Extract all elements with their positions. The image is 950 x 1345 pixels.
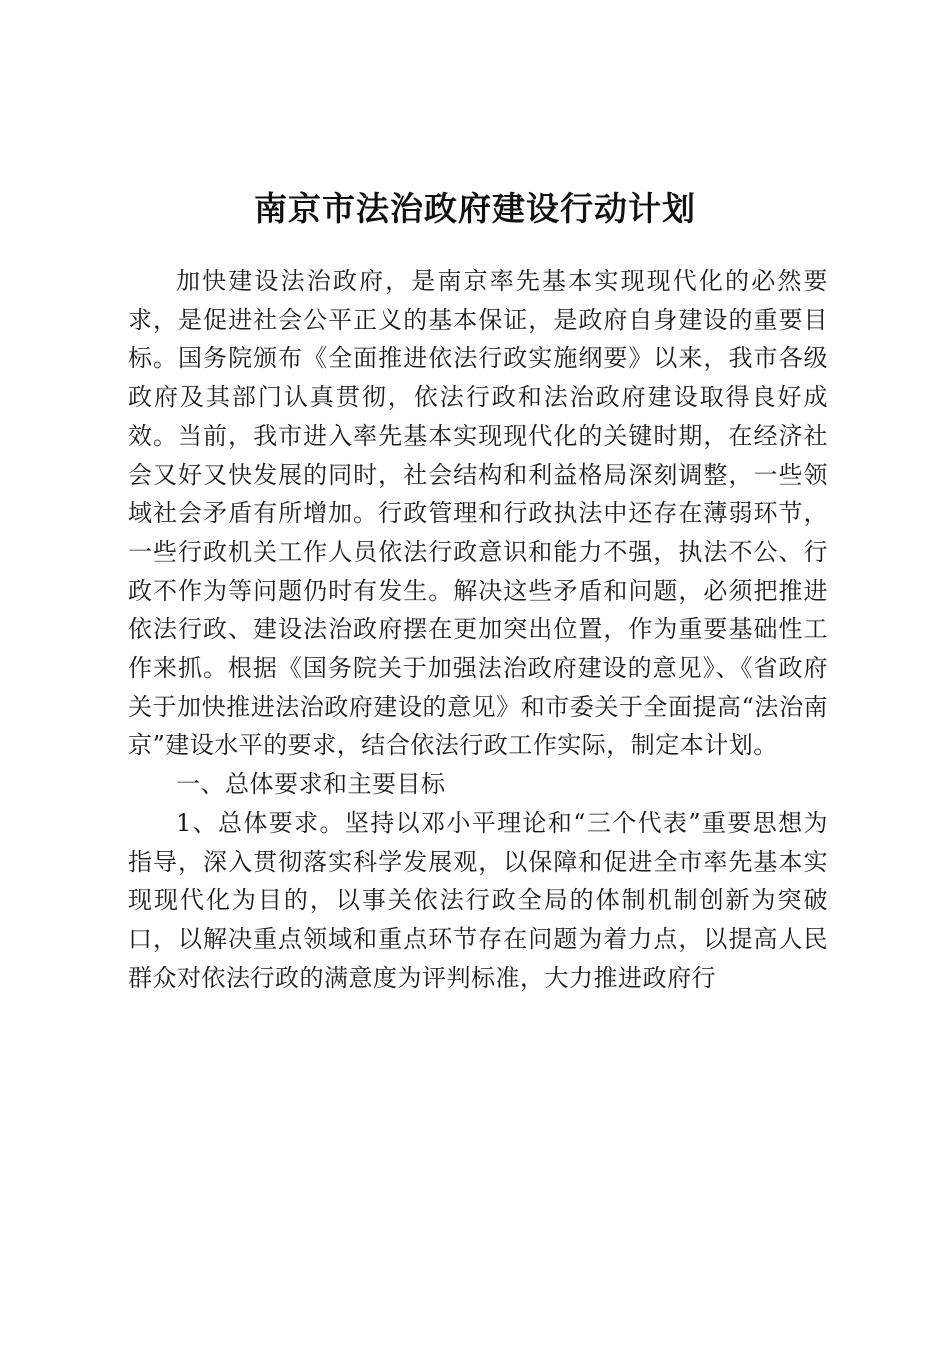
section-heading: 一、总体要求和主要目标 xyxy=(176,770,446,799)
paragraph-general-requirements: 1、总体要求。坚持以邓小平理论和“三个代表”重要思想为指导，深入贯彻落实科学发展观，以保障和促进全市率先基本实现现代化为目的，以事关依法行政全局的体制机制创新为突破口，以解决重点领域和重点环节存在问题为着力点，以提高人民群众对依法行政的满意度为评判标准，大力推进政府行 xyxy=(128,808,828,992)
paragraph-intro: 加快建设法治政府，是南京率先基本实现现代化的必然要求，是促进社会公平正义的基本保证，是政府自身建设的重要目标。国务院颁布《全面推进依法行政实施纲要》以来，我市各级政府及其部门认真贯彻，依法行政和法治政府建设取得良好成效。当前，我市进入率先基本实现现代化的关键时期，在经济社会又好又快发展的同时，社会结构和利益格局深刻调整，一些领域社会矛盾有所增加。行政管理和行政执法中还存在薄弱环节，一些行政机关工作人员依法行政意识和能力不强，执法不公、行政不作为等问题仍时有发生。解决这些矛盾和问题，必须把推进依法行政、建设法治政府摆在更加突出位置，作为重要基础性工作来抓。根据《国务院关于加强法治政府建设的意见》、《省政府关于加快推进法治政府建设的意见》和市委关于全面提高“法治南京”建设水平的要求，结合依法行政工作实际，制定本计划。 xyxy=(128,267,828,760)
document-body xyxy=(128,262,828,997)
page-title: 南京市法治政府建设行动计划 xyxy=(254,189,696,228)
